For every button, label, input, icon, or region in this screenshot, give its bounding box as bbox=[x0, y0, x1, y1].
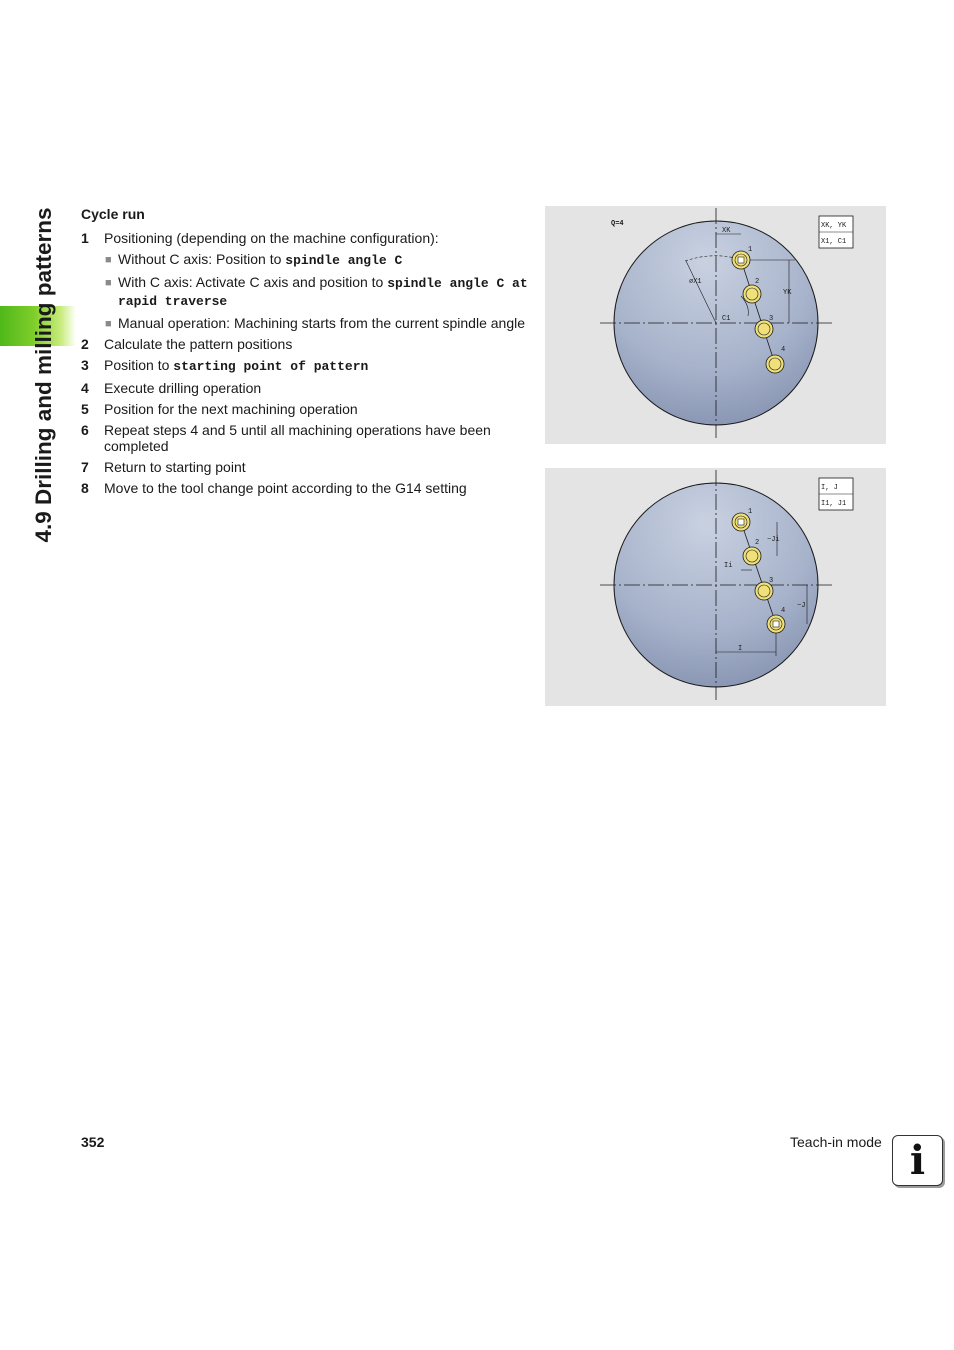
substep-code: spindle angle C at rapid traverse bbox=[118, 276, 528, 309]
step-item bbox=[81, 459, 531, 475]
step-text: Return to starting point bbox=[104, 459, 246, 475]
figure-pattern-xk-yk bbox=[545, 206, 886, 444]
section-title: 4.9 Drilling and milling patterns bbox=[31, 207, 56, 543]
substep-text: With C axis: Activate C axis and position to bbox=[118, 274, 388, 290]
step-item bbox=[81, 336, 531, 352]
q-label: Q=4 bbox=[611, 220, 624, 228]
steps-list bbox=[81, 230, 531, 496]
step-code: starting point of pattern bbox=[173, 359, 369, 374]
square-bullet-icon: ■ bbox=[105, 254, 112, 266]
hole-label-4: 4 bbox=[781, 346, 786, 354]
step-number: 7 bbox=[81, 459, 89, 475]
step-text: Position to bbox=[104, 357, 174, 373]
hole-4 bbox=[766, 355, 784, 373]
hole-label-2: 2 bbox=[755, 278, 760, 286]
ji-label: −Ji bbox=[767, 536, 780, 544]
legend-line-1: I, J bbox=[821, 484, 838, 492]
step-text: Calculate the pattern positions bbox=[104, 336, 293, 352]
step-number: 3 bbox=[81, 357, 89, 373]
step-number: 2 bbox=[81, 336, 89, 352]
step-number: 8 bbox=[81, 480, 89, 496]
hole-label-4: 4 bbox=[781, 607, 786, 615]
hole-label-3: 3 bbox=[769, 577, 774, 585]
step-number: 1 bbox=[81, 230, 89, 246]
step-text: Position for the next machining operation bbox=[104, 401, 358, 417]
x1-label: ⌀X1 bbox=[689, 278, 702, 286]
step-item bbox=[81, 422, 531, 454]
legend-line-2: X1, C1 bbox=[821, 238, 847, 246]
step-text: Repeat steps 4 and 5 until all machining operations have been completed bbox=[104, 422, 491, 454]
substep-item bbox=[104, 251, 531, 269]
step-number: 4 bbox=[81, 380, 89, 396]
square-bullet-icon: ■ bbox=[105, 277, 112, 289]
j-label: −J bbox=[797, 602, 806, 610]
hole-2 bbox=[743, 285, 761, 303]
substeps-list bbox=[104, 251, 531, 331]
step-item bbox=[81, 357, 531, 375]
hole-2 bbox=[743, 547, 761, 565]
step-item bbox=[81, 401, 531, 417]
hole-label-3: 3 bbox=[769, 315, 774, 323]
chapter-name: Teach-in mode bbox=[790, 1134, 882, 1150]
substep-item bbox=[104, 315, 531, 331]
yk-label: YK bbox=[783, 289, 792, 297]
ii-label: Ii bbox=[724, 562, 733, 570]
substep-text: Manual operation: Machining starts from the current spindle angle bbox=[118, 315, 525, 331]
legend-line-2: I1, J1 bbox=[821, 500, 847, 508]
c1-label: C1 bbox=[722, 315, 731, 323]
step-item bbox=[81, 230, 531, 331]
step-text: Execute drilling operation bbox=[104, 380, 262, 396]
step-number: 5 bbox=[81, 401, 89, 417]
step-item bbox=[81, 480, 531, 496]
step-item bbox=[81, 380, 531, 396]
hole-label-1: 1 bbox=[748, 246, 753, 254]
i-label: I bbox=[738, 645, 743, 653]
step-text: Move to the tool change point according to the G14 setting bbox=[104, 480, 467, 496]
substep-item bbox=[104, 274, 531, 310]
substep-code: spindle angle C bbox=[285, 253, 403, 268]
square-bullet-icon: ■ bbox=[105, 318, 112, 330]
legend-box bbox=[819, 216, 853, 248]
legend-line-1: XK, YK bbox=[821, 222, 847, 230]
xk-label: XK bbox=[722, 227, 731, 235]
step-text: Positioning (depending on the machine configuration): bbox=[104, 230, 439, 246]
legend-box bbox=[819, 478, 853, 510]
main-content bbox=[81, 206, 531, 501]
info-icon: i bbox=[892, 1135, 943, 1186]
hole-label-2: 2 bbox=[755, 539, 760, 547]
hole-label-1: 1 bbox=[748, 508, 753, 516]
step-number: 6 bbox=[81, 422, 89, 438]
substep-text: Without C axis: Position to bbox=[118, 251, 286, 267]
cycle-run-heading: Cycle run bbox=[81, 206, 145, 222]
page-number: 352 bbox=[81, 1134, 105, 1150]
hole-4 bbox=[767, 615, 785, 633]
figure-pattern-i-j bbox=[545, 468, 886, 706]
